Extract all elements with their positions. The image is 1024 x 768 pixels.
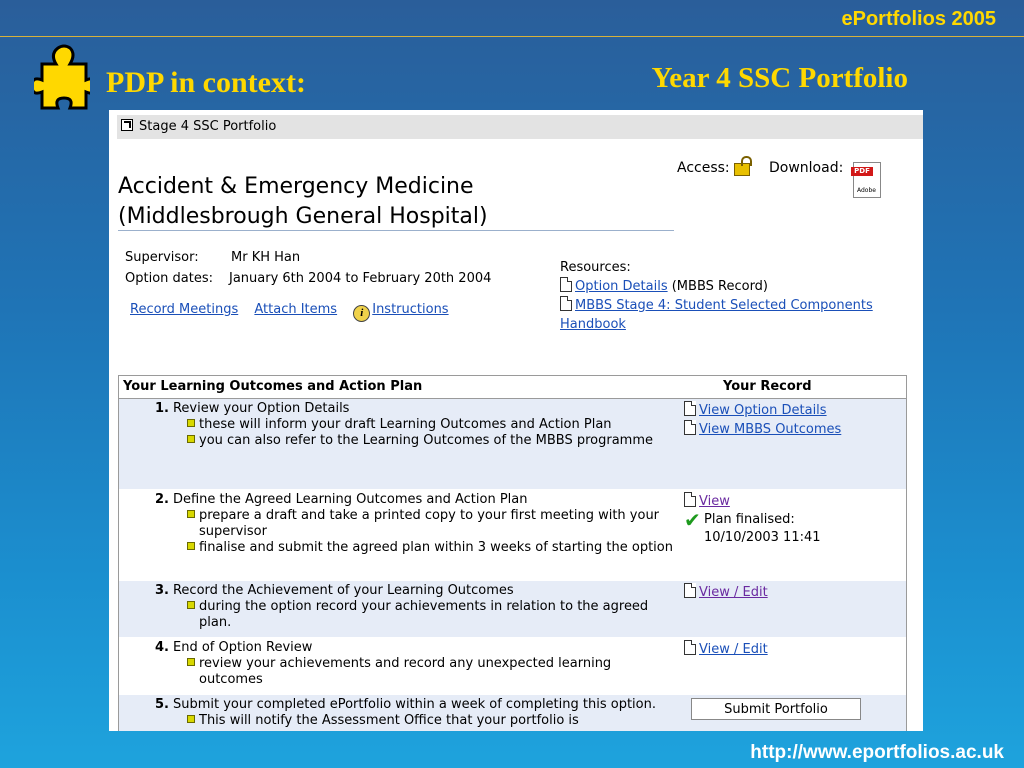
slide-subtitle: Year 4 SSC Portfolio <box>651 62 908 94</box>
supervisor-value: Mr KH Han <box>231 250 301 265</box>
document-icon <box>684 492 696 507</box>
document-icon <box>684 420 696 435</box>
brand-label: ePortfolios 2005 <box>841 8 996 30</box>
table-header <box>119 376 906 399</box>
slide-title: PDP in context: <box>106 66 306 99</box>
step-bullet: these will inform your draft Learning Outcomes and Action Plan <box>187 417 675 433</box>
record-cell <box>684 401 904 439</box>
option-details-note: (MBBS Record) <box>671 279 769 294</box>
view-edit-achievements-link[interactable]: View / Edit <box>699 585 768 600</box>
document-icon <box>560 277 572 292</box>
record-cell <box>684 640 904 659</box>
row-step: 3. Record the Achievement of your Learning Outcomes during the option record your achievements in relation to the agreed plan. <box>155 583 675 631</box>
step-bullet: review your achievements and record any unexpected learning outcomes <box>187 656 675 688</box>
row-step: 4. End of Option Review review your achievements and record any unexpected learning outcomes <box>155 640 675 688</box>
footer-url: http://www.eportfolios.ac.uk <box>750 742 1004 763</box>
instructions-link[interactable]: Instructions <box>372 302 449 317</box>
view-mbbs-outcomes-link[interactable]: View MBBS Outcomes <box>699 422 842 437</box>
option-dates-label: Option dates: <box>125 271 213 286</box>
page-title-line2: (Middlesbrough General Hospital) <box>118 204 488 229</box>
handbook-link[interactable]: MBBS Stage 4: Student Selected Components Handbook <box>560 298 873 332</box>
portfolio-screenshot <box>109 110 923 731</box>
puzzle-icon <box>34 40 90 118</box>
step-title: Submit your completed ePortfolio within a week of completing this option. <box>172 697 656 712</box>
table-row <box>119 399 906 490</box>
document-icon <box>560 296 572 311</box>
title-divider <box>118 230 674 231</box>
option-details-link[interactable]: Option Details <box>575 279 668 294</box>
record-meetings-link[interactable]: Record Meetings <box>130 302 239 317</box>
access-label: Access: <box>677 160 730 176</box>
step-bullet: This will notify the Assessment Office that your portfolio is <box>187 713 675 729</box>
window-icon <box>121 119 133 131</box>
document-icon <box>684 401 696 416</box>
table-row <box>119 581 906 638</box>
header-outcomes: Your Learning Outcomes and Action Plan <box>123 379 423 394</box>
option-dates-value: January 6th 2004 to February 20th 2004 <box>229 271 492 286</box>
window-title: Stage 4 SSC Portfolio <box>139 119 277 134</box>
table-row <box>119 695 906 731</box>
top-divider <box>0 36 1024 37</box>
record-cell <box>684 492 904 547</box>
adobe-label: Adobe <box>857 187 876 194</box>
supervisor-label: Supervisor: <box>125 250 199 265</box>
submit-portfolio-button[interactable]: Submit Portfolio <box>691 698 861 720</box>
view-plan-link[interactable]: View <box>699 494 730 509</box>
plan-status: Plan finalised: <box>704 512 795 527</box>
record-cell <box>684 583 904 602</box>
pdf-badge: PDF <box>851 167 873 176</box>
row-step: 1. Review your Option Details these will inform your draft Learning Outcomes and Action Plan you can also refer to the Learning Outcomes of the MBBS programme <box>155 401 675 449</box>
table-row <box>119 490 906 581</box>
resources <box>560 258 922 334</box>
document-icon <box>684 583 696 598</box>
resources-label: Resources: <box>560 260 631 275</box>
attach-items-link[interactable]: Attach Items <box>254 302 338 317</box>
page-title <box>118 172 674 232</box>
download-label: Download: <box>769 160 844 176</box>
step-title: Define the Agreed Learning Outcomes and Action Plan <box>172 492 528 507</box>
option-info <box>125 247 491 289</box>
unlock-icon[interactable] <box>734 163 750 176</box>
step-bullet: finalise and submit the agreed plan within 3 weeks of starting the option <box>187 540 675 556</box>
action-links <box>130 302 461 322</box>
step-title: Review your Option Details <box>172 401 350 416</box>
document-icon <box>684 640 696 655</box>
header-record: Your Record <box>723 379 812 394</box>
step-bullet: you can also refer to the Learning Outcomes of the MBBS programme <box>187 433 675 449</box>
access-control <box>677 160 750 176</box>
step-title: End of Option Review <box>172 640 313 655</box>
window-titlebar <box>117 115 923 139</box>
info-icon[interactable]: i <box>353 305 370 322</box>
step-bullet: prepare a draft and take a printed copy to your first meeting with your supervisor <box>187 508 675 540</box>
page-title-line1: Accident & Emergency Medicine <box>118 174 474 199</box>
step-bullet: during the option record your achievements in relation to the agreed plan. <box>187 599 675 631</box>
row-step: 2. Define the Agreed Learning Outcomes and Action Plan prepare a draft and take a printed copy to your first meeting with your supervisor finalise and submit the agreed plan within 3 weeks of starting the option <box>155 492 673 555</box>
table-row <box>119 638 906 695</box>
step-title: Record the Achievement of your Learning Outcomes <box>172 583 514 598</box>
checkmark-icon: ✔ <box>684 508 701 532</box>
learning-outcomes-table <box>118 375 907 731</box>
view-option-details-link[interactable]: View Option Details <box>699 403 827 418</box>
plan-timestamp: 10/10/2003 11:41 <box>704 530 821 545</box>
pdf-download-icon[interactable] <box>853 162 881 198</box>
view-edit-review-link[interactable]: View / Edit <box>699 642 768 657</box>
row-step: 5. Submit your completed ePortfolio within a week of completing this option. This will notify the Assessment Office that your portfolio is <box>155 697 675 729</box>
